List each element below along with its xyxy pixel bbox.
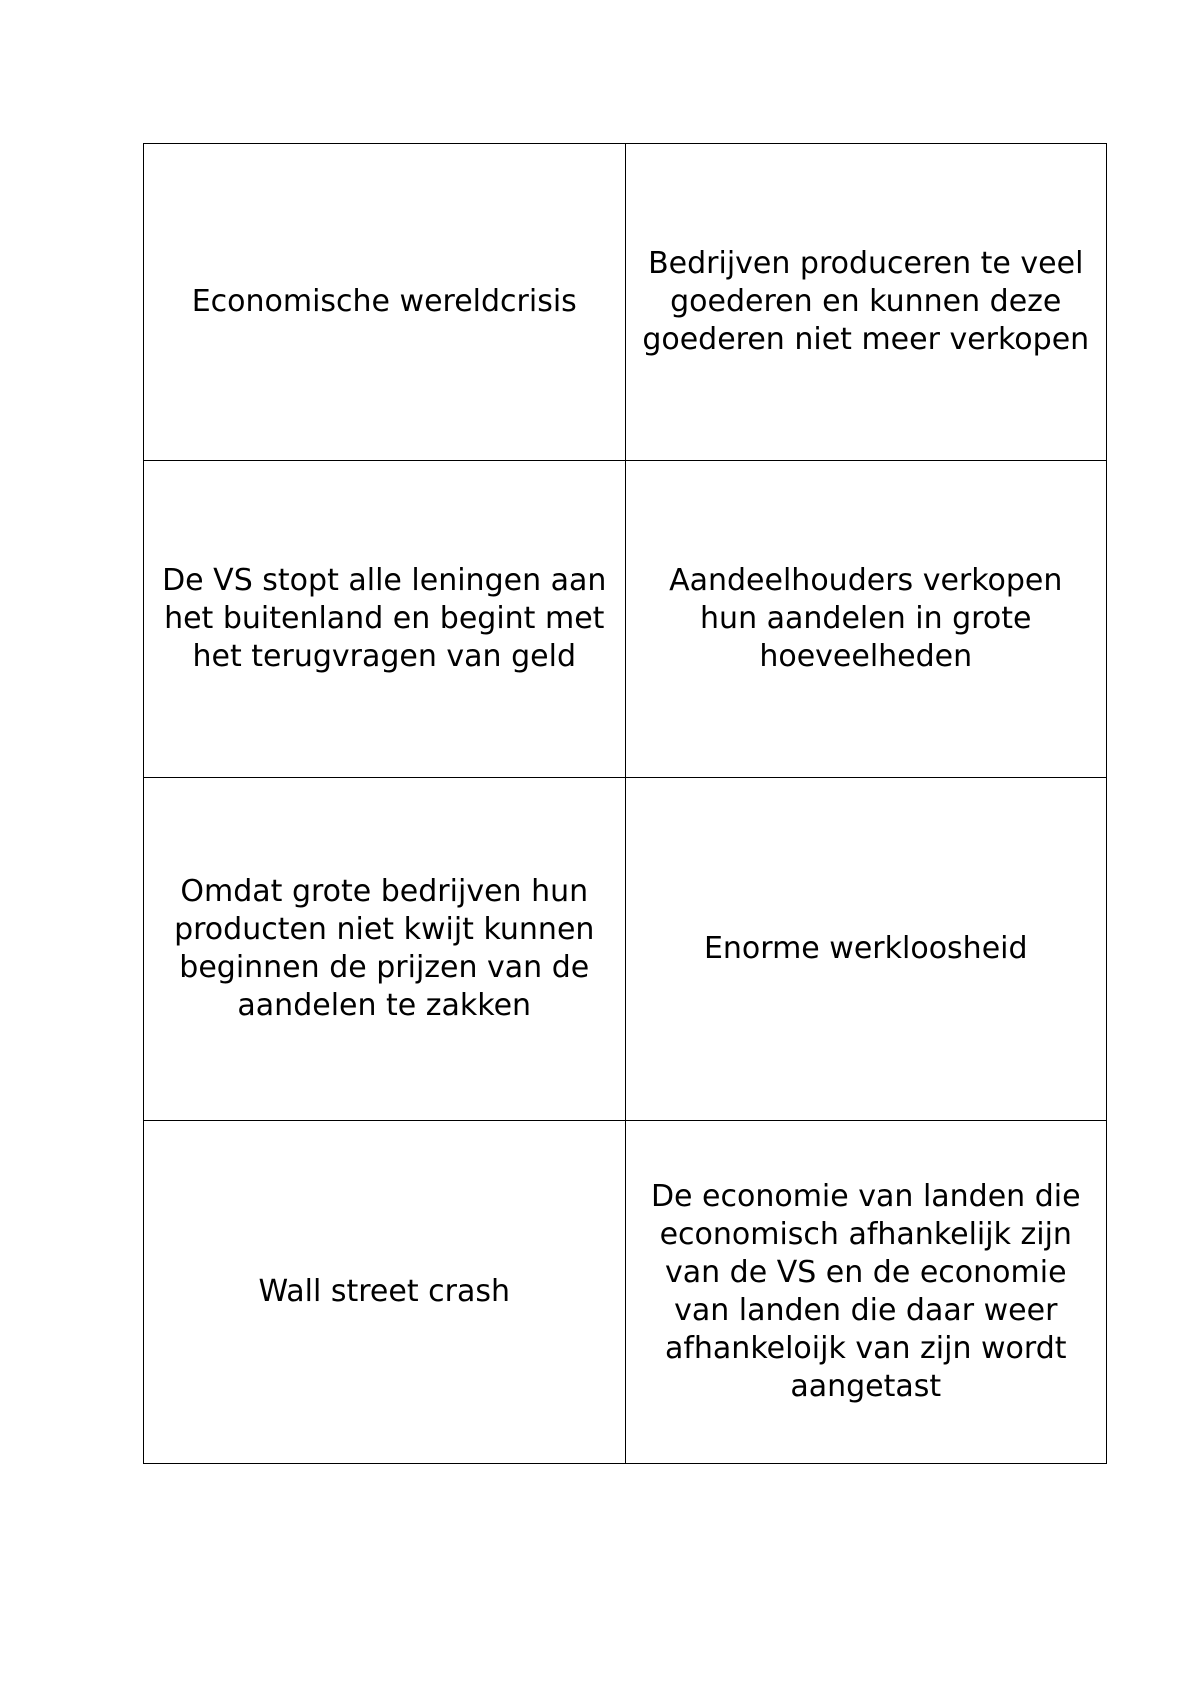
table-row [144,1121,1107,1464]
card-cell: Omdat grote bedrijven hun producten niet kwijt kunnen beginnen de prijzen van de aandelen te zakken [144,778,626,1121]
table-row [144,144,1107,461]
table-row [144,778,1107,1121]
table-row [144,461,1107,778]
card-cell: De economie van landen die economisch afhankelijk zijn van de VS en de economie van landen die daar weer afhankeloijk van zijn wordt aangetast [625,1121,1107,1464]
card-cell: Bedrijven produceren te veel goederen en kunnen deze goederen niet meer verkopen [625,144,1107,461]
card-cell: Aandeelhouders verkopen hun aandelen in grote hoeveelheden [625,461,1107,778]
card-cell: Economische wereldcrisis [144,144,626,461]
card-cell: Wall street crash [144,1121,626,1464]
card-cell: Enorme werkloosheid [625,778,1107,1121]
card-cell: De VS stopt alle leningen aan het buitenland en begint met het terugvragen van geld [144,461,626,778]
card-table [143,143,1107,1464]
